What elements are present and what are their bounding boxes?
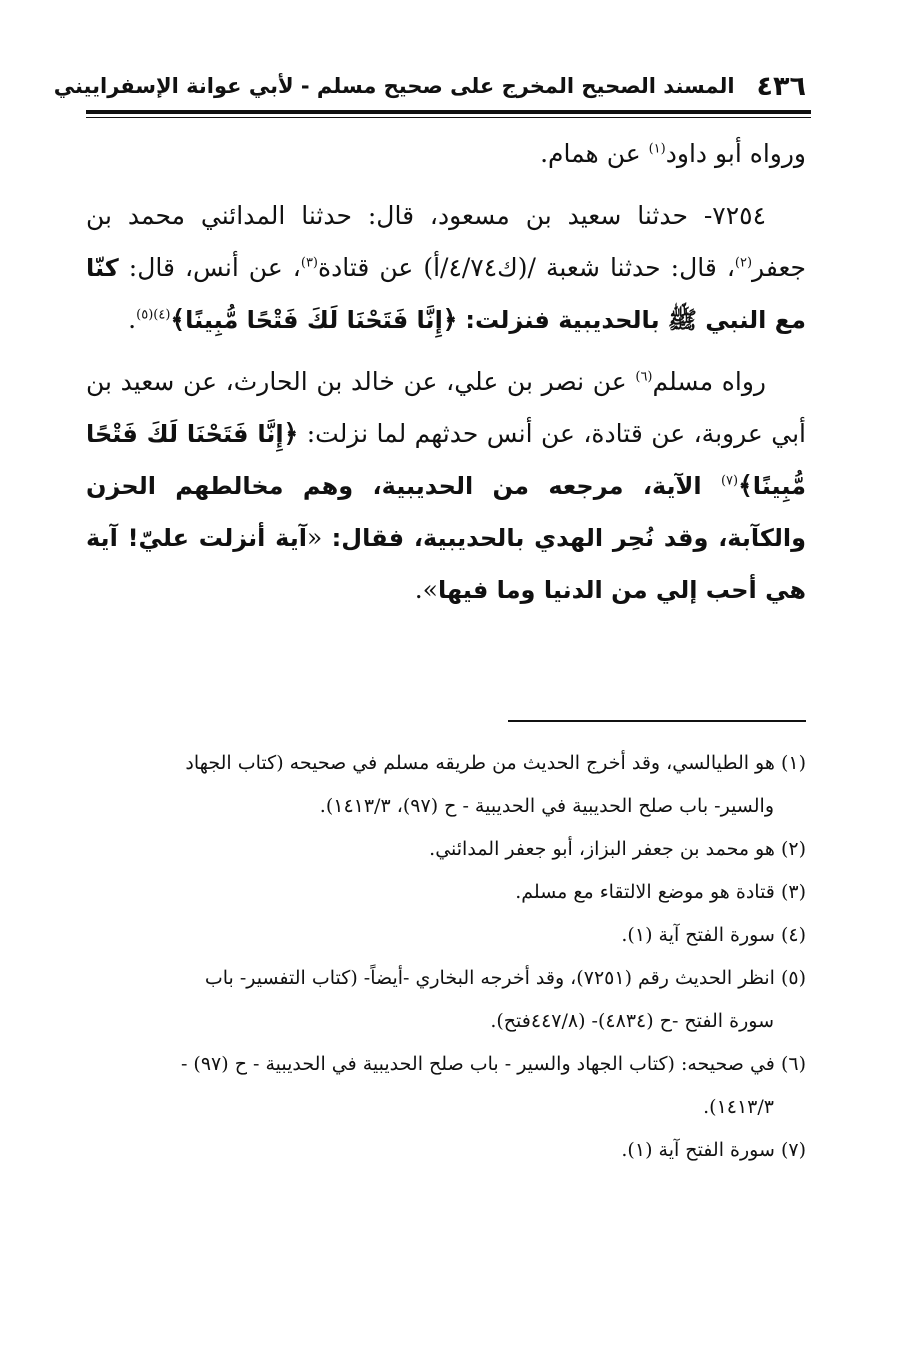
p3-text-b: عن نصر بن علي، عن خالد بن الحارث، عن سعيد بن أبي عروبة، عن قتادة، عن أنس حدثهم لما نزلت: bbox=[86, 367, 807, 448]
p3-quote: آية أنزلت عليّ! آية هي أحب إلي من الدنيا وما فيها bbox=[86, 524, 806, 604]
footnote-ref-7[interactable]: (٧) bbox=[720, 473, 739, 489]
footnote-number: (١) bbox=[780, 752, 806, 774]
running-title: المسند الصحيح المخرج على صحيح مسلم - لأبي عوانة الإسفراييني bbox=[53, 74, 735, 98]
p2-text-a: - حدثنا سعيد بن مسعود، قال: حدثنا المدائني محمد بن جعفر bbox=[86, 201, 806, 282]
quote-open: « bbox=[306, 523, 332, 552]
main-text bbox=[86, 128, 806, 626]
footnote-ref-4-5[interactable]: (٤)(٥) bbox=[136, 307, 171, 323]
p3-text-a: رواه مسلم bbox=[652, 367, 766, 396]
quran-bracket-open: ﴿ bbox=[283, 419, 299, 448]
p2-text-c: ، عن أنس، قال: bbox=[128, 253, 301, 282]
page-header bbox=[53, 66, 806, 106]
footnote-1 bbox=[86, 742, 806, 828]
p2-end: . bbox=[128, 305, 137, 334]
p2-matn: كنّا مع النبي ﷺ بالحديبية فنزلت: bbox=[86, 254, 806, 334]
footnote-ref-2[interactable]: (٢) bbox=[734, 255, 753, 271]
footnote-number: (٤) bbox=[780, 924, 806, 946]
footnote-ref-6[interactable]: (٦) bbox=[635, 369, 653, 385]
footnote-number: (٧) bbox=[780, 1139, 806, 1161]
footnote-ref-3[interactable]: (٣) bbox=[300, 255, 318, 271]
hadith-number: ٧٢٥٤ bbox=[712, 201, 766, 230]
footnote-number: (٥) bbox=[780, 967, 806, 989]
p2-text-b: ، قال: حدثنا شعبة /(ك٤/٧٤/أ) عن قتادة bbox=[318, 253, 735, 282]
header-rule-thin bbox=[86, 117, 811, 118]
footnote-number: (٦) bbox=[780, 1053, 806, 1075]
footnotes bbox=[86, 742, 806, 1172]
footnote-text: سورة الفتح آية (١). bbox=[621, 1139, 775, 1161]
quran-bracket-open: ﴿ bbox=[442, 305, 458, 334]
page-number: ٤٣٦ bbox=[756, 70, 806, 102]
footnote-text: قتادة هو موضع الالتقاء مع مسلم. bbox=[515, 881, 775, 903]
footnote-ref-1[interactable]: (١) bbox=[648, 141, 666, 157]
paragraph-3 bbox=[86, 356, 806, 616]
header-rule-thick bbox=[86, 110, 811, 114]
footnote-text: في صحيحه: (كتاب الجهاد والسير - باب صلح الحديبية في الحديبية - ح (٩٧) - bbox=[180, 1053, 775, 1075]
footnote-text: هو الطيالسي، وقد أخرج الحديث من طريقه مسلم في صحيحه (كتاب الجهاد bbox=[185, 752, 775, 774]
footnote-text: سورة الفتح آية (١). bbox=[621, 924, 775, 946]
footnote-6 bbox=[86, 1043, 806, 1129]
paragraph-hadith-7254 bbox=[86, 190, 806, 346]
quran-verse: إِنَّا فَتَحْنَا لَكَ فَتْحًا مُّبِينًا bbox=[185, 306, 443, 334]
quran-bracket-close: ﴾ bbox=[738, 471, 753, 500]
footnote-text: هو محمد بن جعفر البزاز، أبو جعفر المدائني. bbox=[429, 838, 775, 860]
footnote-2 bbox=[86, 828, 806, 871]
footnote-5 bbox=[86, 957, 806, 1043]
footnote-7 bbox=[86, 1129, 806, 1172]
footnote-3 bbox=[86, 871, 806, 914]
quran-verse: إِنَّا فَتَحْنَا لَكَ فَتْحًا مُّبِينًا bbox=[86, 420, 806, 500]
footnote-4 bbox=[86, 914, 806, 957]
footnote-number: (٢) bbox=[780, 838, 806, 860]
p3-matn: الآية، مرجعه من الحديبية، وهم مخالطهم الحزن والكآبة، وقد نُحِر الهدي بالحديبية، فقال: bbox=[86, 472, 806, 552]
footnote-text: انظر الحديث رقم (٧٢٥١)، وقد أخرجه البخاري -أيضاً- (كتاب التفسير- باب bbox=[204, 967, 775, 989]
footnote-number: (٣) bbox=[780, 881, 806, 903]
footnote-separator bbox=[508, 720, 806, 722]
quran-bracket-close: ﴾ bbox=[170, 305, 186, 334]
p1-tail: عن همام. bbox=[540, 139, 649, 168]
paragraph-1 bbox=[86, 128, 806, 180]
p1-text: ورواه أبو داود bbox=[665, 139, 806, 168]
quote-close: ». bbox=[414, 575, 438, 604]
footnote-text-cont: ١٤١٣/٣). bbox=[703, 1096, 774, 1118]
footnote-text-cont: والسير- باب صلح الحديبية في الحديبية - ح (٩٧)، ١٤١٣/٣). bbox=[319, 795, 774, 817]
footnote-text-cont: سورة الفتح -ح (٤٨٣٤)- (٤٤٧/٨فتح). bbox=[490, 1010, 774, 1032]
